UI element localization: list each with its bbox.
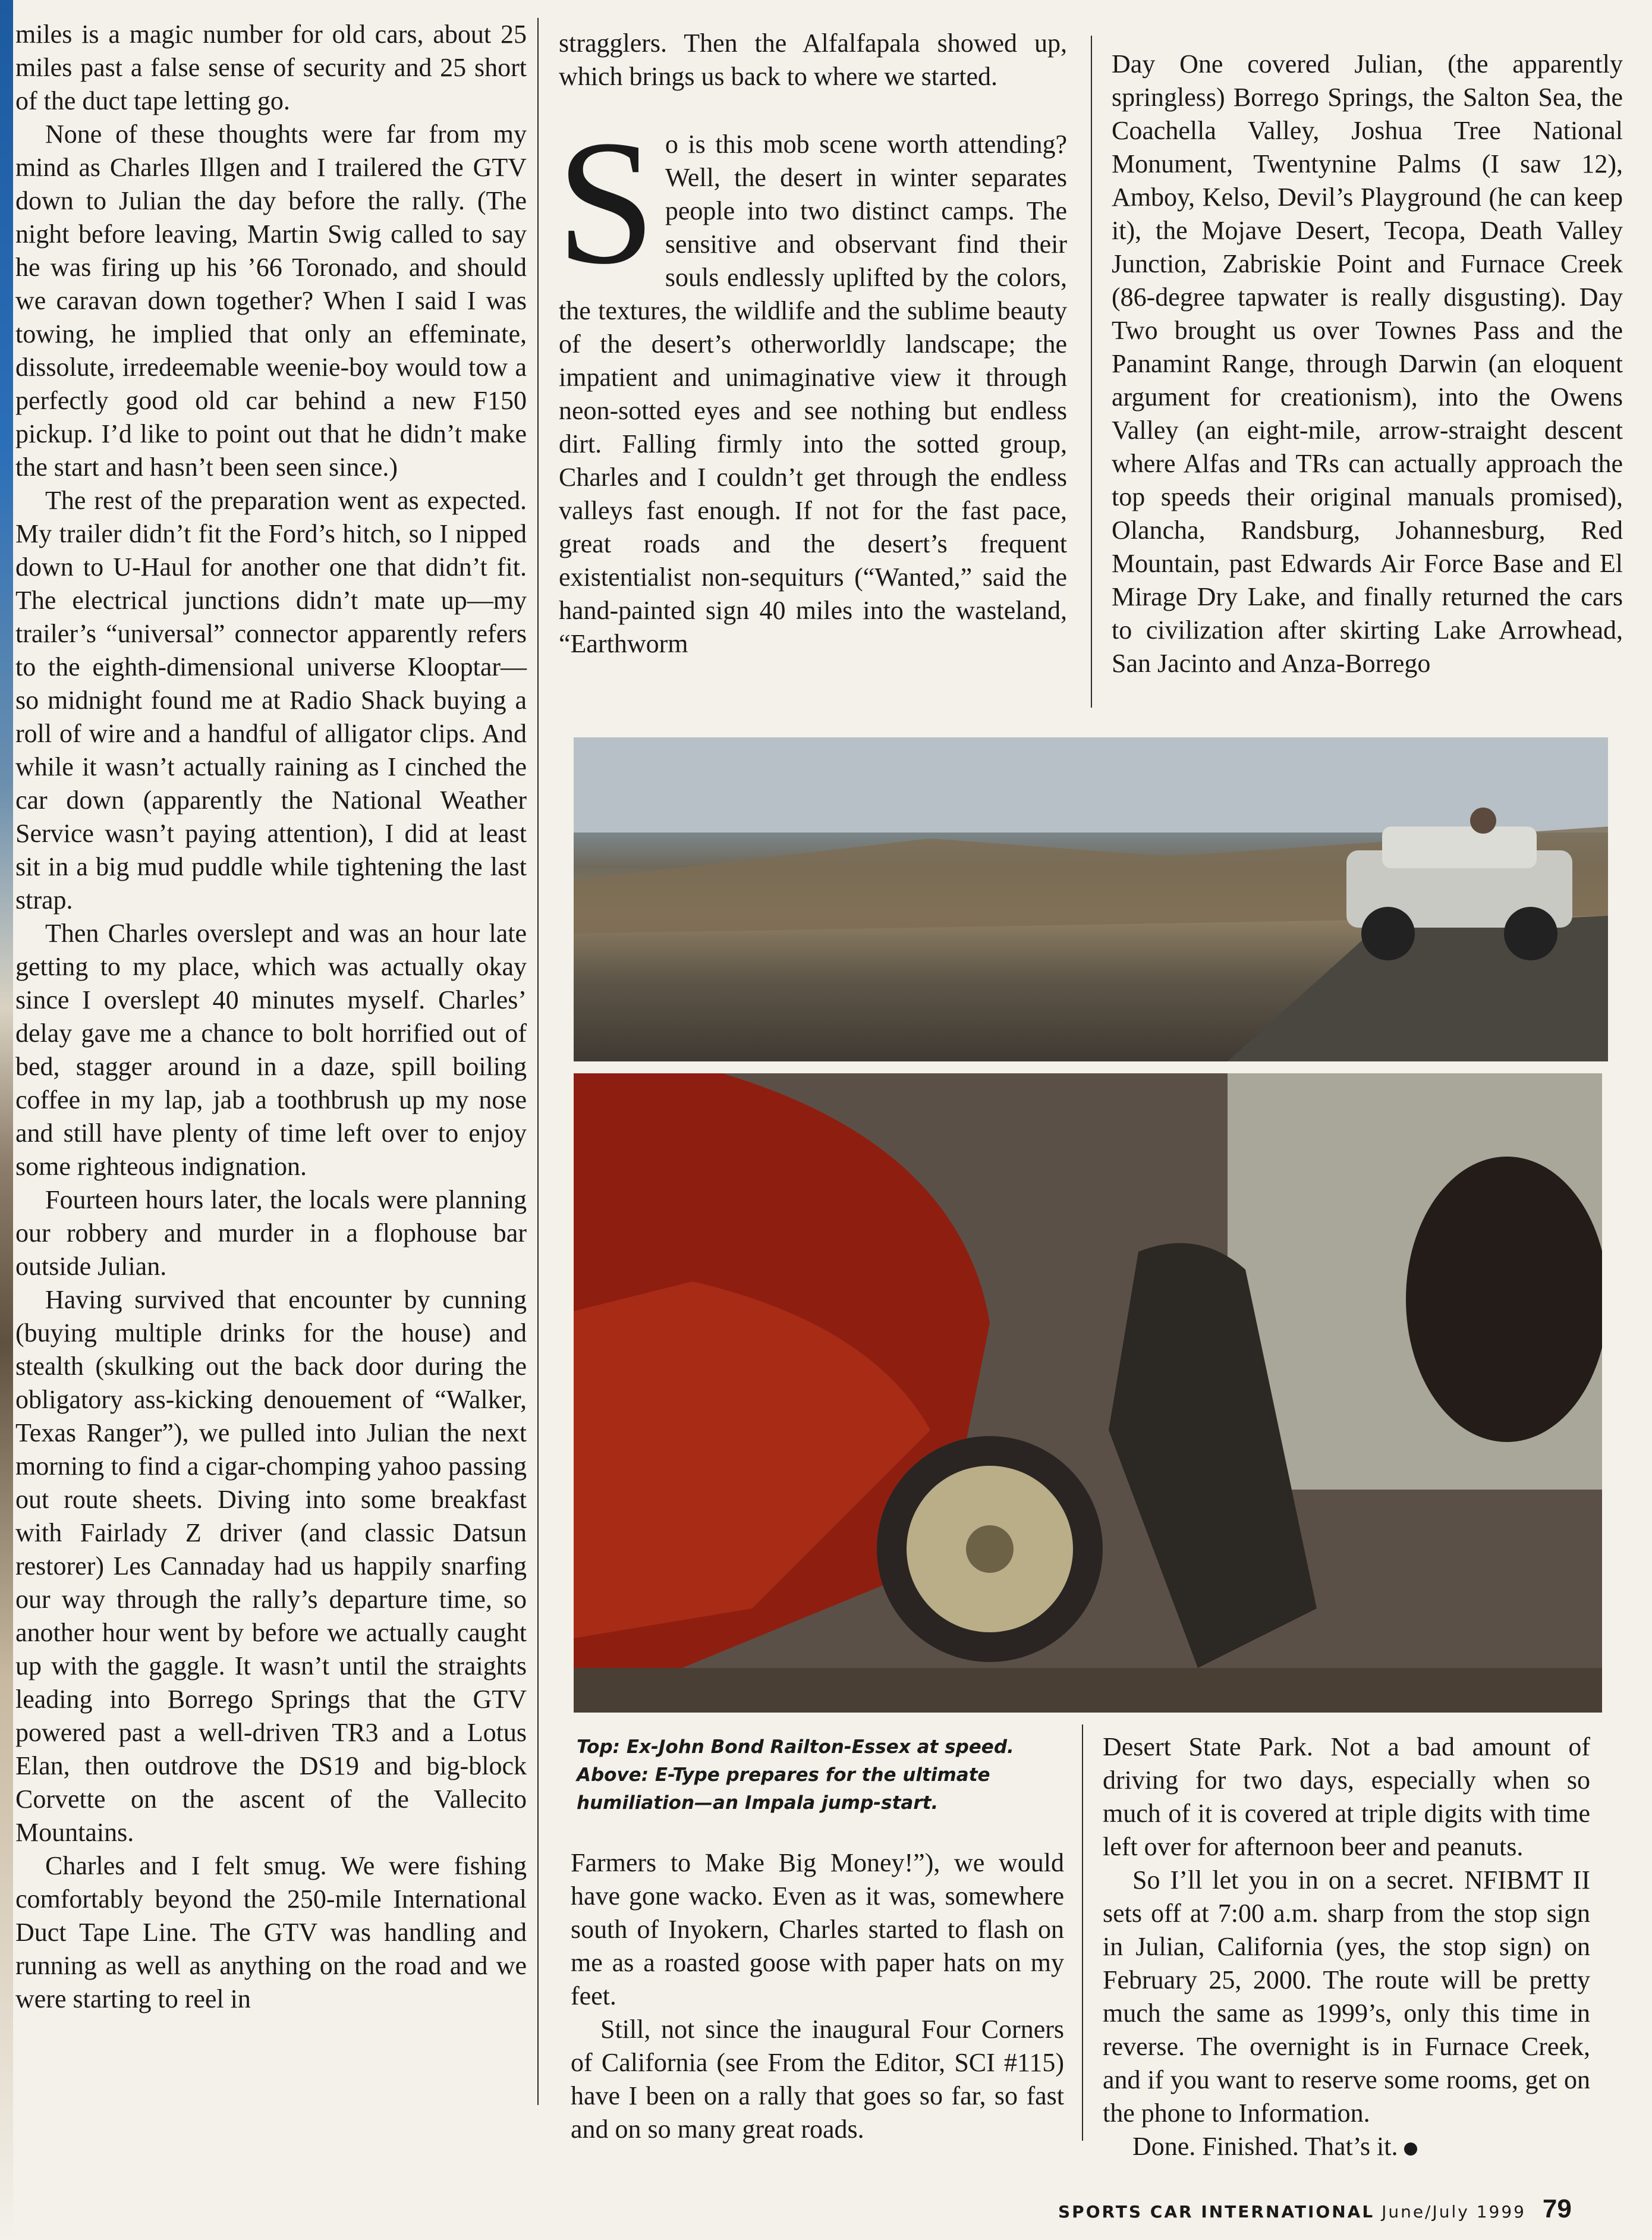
column-rule xyxy=(1082,1724,1083,2141)
railton-essex-photo xyxy=(574,737,1608,1061)
edge-photo-strip xyxy=(0,0,13,2240)
paragraph: Still, not since the inaugural Four Corners of California (see From the Editor, SCI #115) have I been on a rally that goes so far, so fast and on so many great roads. xyxy=(571,2015,1064,2144)
paragraph: Farmers to Make Big Money!”), we would have gone wacko. Even as it was, somewhere south of Inyokern, Charles started to flash on me as a roasted goose with paper hats on my feet. xyxy=(571,1848,1064,2010)
article-column-right xyxy=(1112,48,1623,680)
paragraph-text: o is this mob scene worth attending? Well, the desert in winter separates people into two distinct camps. The sensitive and observant find their souls endlessly uplifted by the colors, the textures, the wildlife and the sublime beauty of the desert’s otherworldly landscape; the impatient and unimaginative view it through neon-sotted eyes and see nothing but endless dirt. Falling firmly into the sotted group, Charles and I couldn’t get through the endless valleys fast enough. If not for the fast pace, great roads and the desert’s frequent existentialist non-sequiturs (“Wanted,” said the hand-painted sign 40 miles into the wasteland, “Earthworm xyxy=(559,130,1067,658)
dropcap-paragraph xyxy=(556,103,1067,661)
drop-cap: S xyxy=(556,103,656,301)
paragraph: Day One covered Julian, (the apparently springless) Borrego Springs, the Salton Sea, the Coachella Valley, Joshua Tree National Monument, Twentynine Palms (I saw 12), Amboy, Kelso, Devil’s Playground (he can keep it), the Mojave Desert, Tecopa, Death Valley Junction, Zabriskie Point and Furnace Creek (86-degree tapwater is really disgusting). Day Two brought us over Townes Pass and the Panamint Range, through Darwin (an eloquent argument for creationism), into the Owens Valley (an eight-mile, arrow-straight descent where Alfas and TRs can actually approach the top speeds their original manuals promised), Olancha, Randsburg, Johannesburg, Red Mountain, past Edwards Air Force Base and El Mirage Dry Lake, and finally returned the cars to civilization after skirting Lake Arrowhead, San Jacinto and Anza-Borrego xyxy=(1112,49,1623,678)
paragraph: Charles and I felt smug. We were fishing comfortably beyond the 250-mile International Duct Tape Line. The GTV was handling and running as well as anything on the road and we were starting to reel in xyxy=(15,1851,527,2013)
etype-jumpstart-illustration xyxy=(574,1073,1602,1713)
paragraph-end xyxy=(1103,2130,1590,2163)
article-column-right-bottom xyxy=(1103,1730,1590,2163)
page-number: 79 xyxy=(1542,2194,1572,2223)
article-column-left xyxy=(15,18,527,2016)
end-mark-icon xyxy=(1404,2142,1417,2156)
paragraph: None of these thoughts were far from my mind as Charles Illgen and I trailered the GTV down to Julian the day before the rally. (The night before leaving, Martin Swig called to say he was firing up his ’66 Toronado, and should we caravan down together? When I said I was towing, he implied that only an effeminate, dissolute, irredeemable weenie-boy would tow a perfectly good old car behind a new F150 pickup. I’d like to point out that he didn’t make the start and hasn’t been seen since.) xyxy=(15,120,527,482)
paragraph: miles is a magic number for old cars, about 25 miles past a false sense of security and 25 short of the duct tape letting go. xyxy=(15,20,527,115)
paragraph: Having survived that encounter by cunning (buying multiple drinks for the house) and stealth (skulking out the back door during the obligatory ass-kicking denouement of “Walker, Texas Ranger”), we pulled into Julian the next morning to find a cigar-chomping yahoo passing out route sheets. Diving into some breakfast with Fairlady Z driver (and classic Datsun restorer) Les Cannaday had us happily snarfing our way through the rally’s departure time, so another hour went by before we actually caught up with the gaggle. It wasn’t until the straights leading into Borrego Springs that the GTV powered past a well-driven TR3 and a Lotus Elan, then outdrove the DS19 and big-block Corvette on the ascent of the Vallecito Mountains. xyxy=(15,1285,527,1847)
page-footer xyxy=(1058,2194,1629,2224)
paragraph: Fourteen hours later, the locals were planning our robbery and murder in a flophouse bar outside Julian. xyxy=(15,1185,527,1281)
paragraph: Desert State Park. Not a bad amount of driving for two days, especially when so much of it is covered at triple digits with time left over for afternoon beer and peanuts. xyxy=(1103,1732,1590,1861)
issue-date: June/July 1999 xyxy=(1382,2202,1526,2222)
final-sentence: Done. Finished. That’s it. xyxy=(1132,2132,1398,2161)
paragraph: So I’ll let you in on a secret. NFIBMT II sets off at 7:00 a.m. sharp from the stop sign in Julian, California (yes, the stop sign) on February 25, 2000. The route will be pretty much the same as 1999’s, only this time in reverse. The overnight is in Furnace Creek, and if you want to reserve some rooms, get on the phone to Information. xyxy=(1103,1865,1590,2128)
column-rule xyxy=(1091,36,1092,708)
railton-car-illustration xyxy=(574,737,1608,1061)
column-rule xyxy=(537,18,539,2105)
paragraph: The rest of the preparation went as expected. My trailer didn’t fit the Ford’s hitch, so I nipped down to U-Haul for another one that didn’t fit. The electrical junctions didn’t mate up—my trailer’s “universal” connector apparently refers to the eighth-dimensional universe Klooptar—so midnight found me at Radio Shack buying a roll of wire and a handful of alligator clips. And while it wasn’t actually raining as I cinched the car down (apparently the National Weather Service wasn’t paying attention), I did at least sit in a big mud puddle while tightening the last strap. xyxy=(15,486,527,915)
photo-caption: Top: Ex-John Bond Railton-Essex at speed. Above: E-Type prepares for the ultimate humiliation—an Impala jump-start. xyxy=(577,1736,1014,1814)
paragraph: Then Charles overslept and was an hour late getting to my place, which was actually okay since I overslept 40 minutes myself. Charles’ delay gave me a chance to bolt horrified out of bed, stagger around in a daze, spill boiling coffee in my lap, jab a toothbrush up my nose and still have plenty of time left over to enjoy some righteous indignation. xyxy=(15,919,527,1181)
article-column-middle-bottom xyxy=(571,1846,1064,2146)
magazine-name: SPORTS CAR INTERNATIONAL xyxy=(1058,2202,1375,2222)
paragraph: stragglers. Then the Alfalfapala showed up, which brings us back to where we started. xyxy=(559,29,1067,91)
article-column-middle xyxy=(556,27,1067,661)
etype-engine-photo xyxy=(574,1073,1602,1713)
